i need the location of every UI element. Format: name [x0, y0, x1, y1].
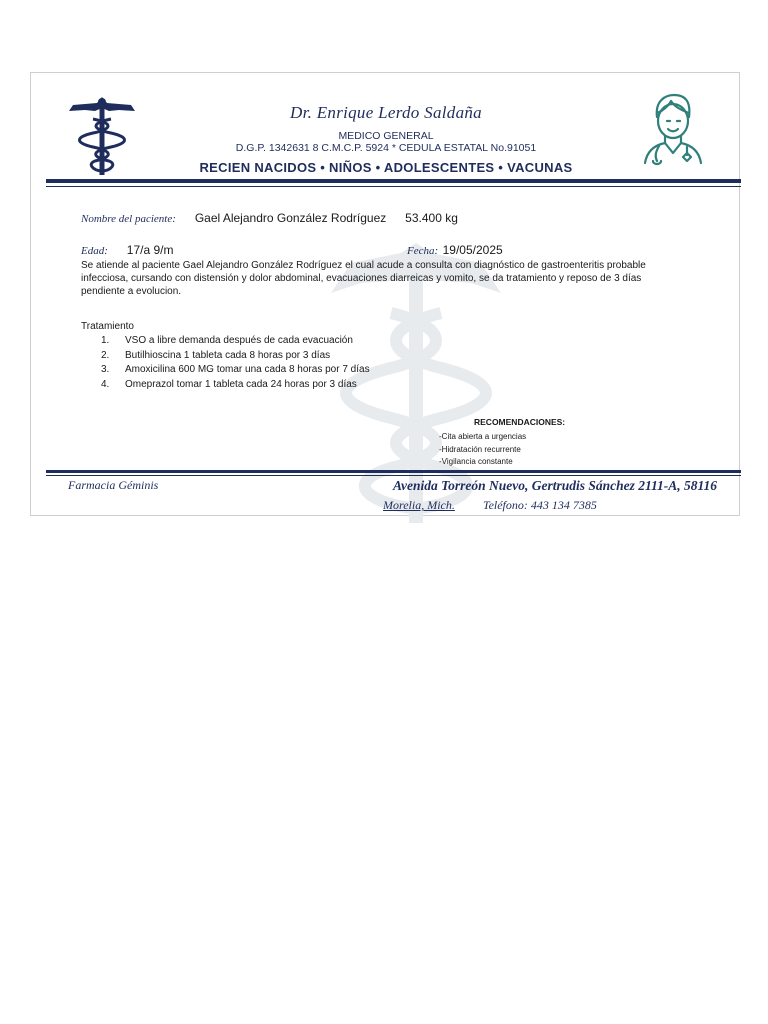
- header-divider: [46, 179, 741, 183]
- treatment-item-number: 4.: [101, 378, 110, 390]
- treatment-item: [101, 349, 370, 364]
- patient-name-label: Nombre del paciente:: [81, 213, 176, 225]
- recommendation-item: -Vigilancia constante: [439, 457, 513, 466]
- recommendations-title: RECOMENDACIONES:: [474, 417, 566, 427]
- patient-row: [81, 209, 458, 227]
- treatment-item: [101, 363, 370, 378]
- doctor-subtitle: MEDICO GENERAL: [338, 130, 434, 142]
- age-row: [81, 241, 174, 259]
- footer-divider-thin: [46, 475, 741, 476]
- footer-divider: [46, 470, 741, 473]
- clinic-city: Morelia, Mich.: [383, 498, 455, 512]
- treatment-item: [101, 334, 370, 349]
- specialties-line: RECIEN NACIDOS • NIÑOS • ADOLESCENTES • VACUNAS: [199, 160, 573, 175]
- treatment-item-number: 1.: [101, 335, 110, 346]
- age-label: Edad:: [81, 245, 108, 257]
- doctor-credentials: D.G.P. 1342631 8 C.M.C.P. 5924 * CEDULA ESTATAL No.91051: [235, 142, 537, 154]
- treatment-item-text: Amoxicilina 600 MG tomar una cada 8 horas por 7 días: [125, 364, 370, 375]
- treatment-item-number: 2.: [101, 349, 110, 361]
- clinic-phone: Teléfono: 443 134 7385: [483, 498, 597, 512]
- consult-date: 19/05/2025: [442, 243, 503, 257]
- patient-weight: 53.400 kg: [405, 211, 458, 225]
- treatment-title: Tratamiento: [81, 321, 134, 332]
- header-divider-thin: [46, 186, 741, 187]
- doctor-name: Dr. Enrique Lerdo Saldaña: [290, 103, 482, 122]
- date-label: Fecha:: [407, 245, 439, 257]
- clinic-address: Avenida Torreón Nuevo, Gertrudis Sánchez 2111-A, 58116: [392, 478, 717, 493]
- treatment-item-text: Butilhioscina 1 tableta cada 8 horas por 3 días: [125, 349, 331, 361]
- recommendations-list: [439, 431, 526, 469]
- patient-name: Gael Alejandro González Rodríguez: [194, 211, 387, 225]
- treatment-item-number: 3.: [101, 364, 110, 375]
- prescription-card: [30, 72, 740, 516]
- clinical-notes: Se atiende al paciente Gael Alejandro González Rodríguez el cual acude a consulta con diagnóstico de gastroenteritis probable infecciosa, cursando con distensión y dolor abdominal, evacuaciones diarreicas y vomito, se da tratamiento y reposo de 3 días pendiente a evolucion.: [81, 260, 646, 297]
- treatment-item: [101, 378, 370, 393]
- treatment-item-text: VSO a libre demanda después de cada evacuación: [125, 335, 353, 346]
- pharmacy-name: Farmacia Géminis: [68, 478, 159, 492]
- recommendation-item: -Hidratación recurrente: [439, 444, 521, 454]
- date-row: [407, 241, 503, 259]
- patient-age: 17/a 9/m: [126, 243, 174, 257]
- treatment-item-text: Omeprazol tomar 1 tableta cada 24 horas por 3 días: [125, 378, 357, 390]
- treatment-list: [101, 334, 370, 392]
- recommendation-item: -Cita abierta a urgencias: [439, 432, 527, 441]
